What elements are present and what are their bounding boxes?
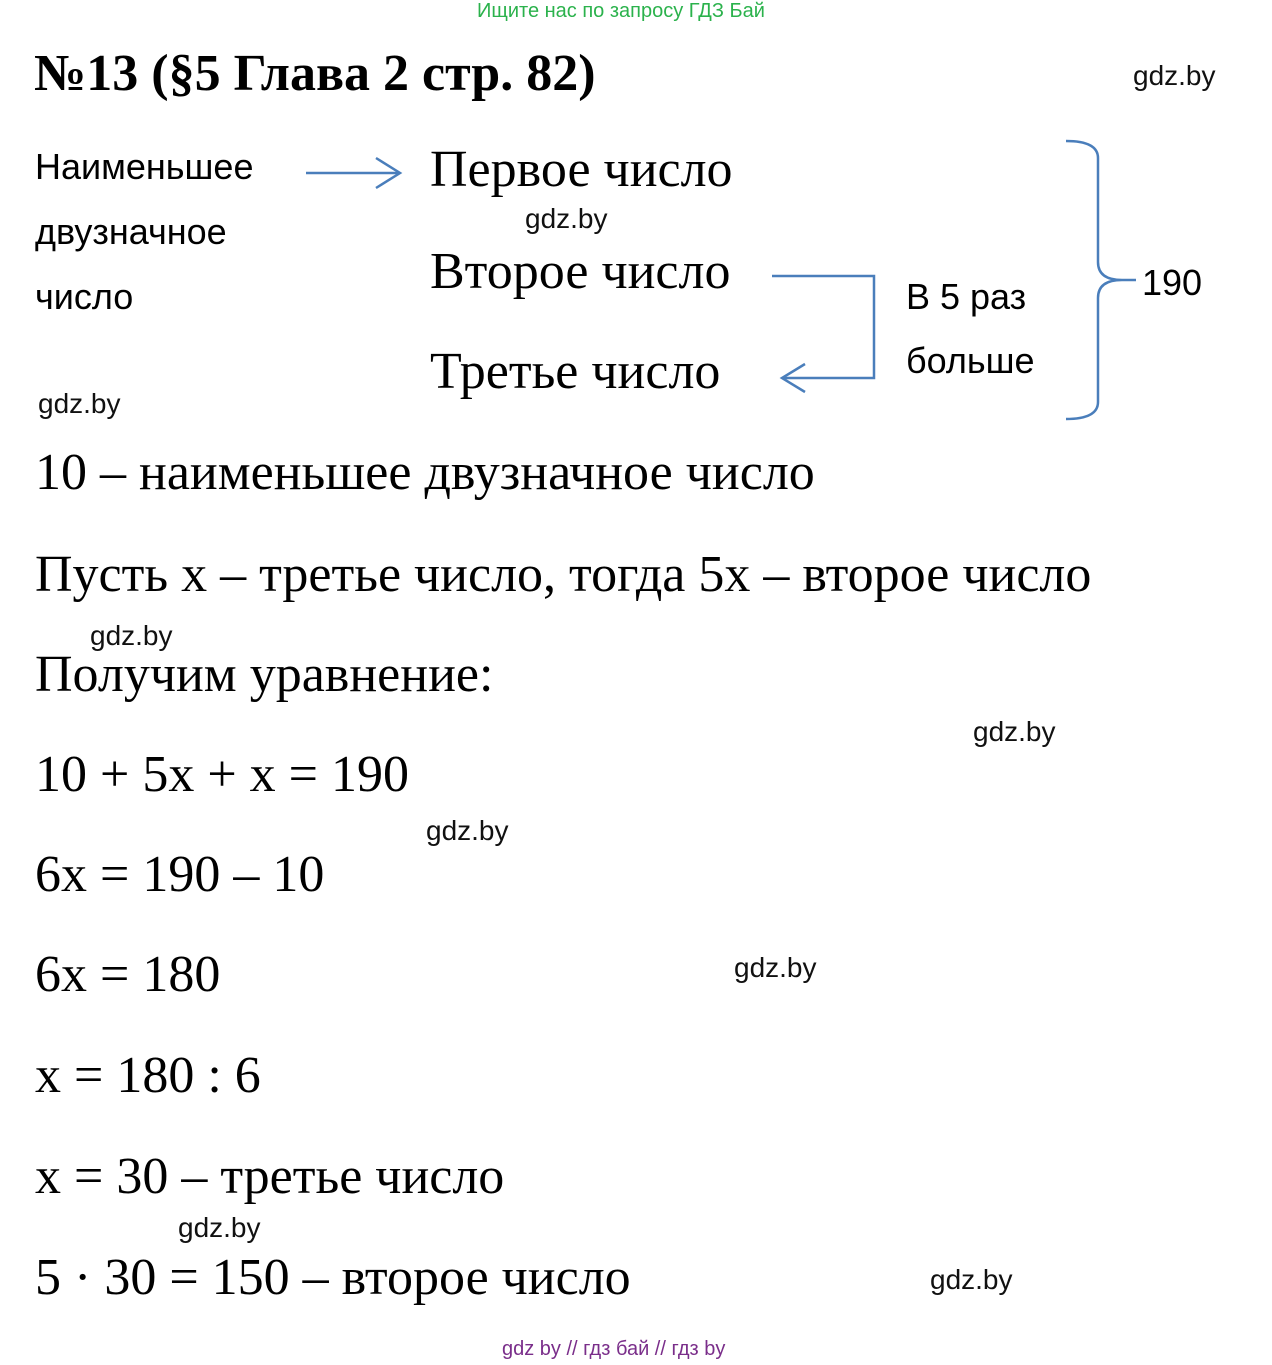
footer-links[interactable]: gdz by // гдз бай // гдз by <box>502 1338 726 1360</box>
relation-line-1: В 5 раз <box>906 276 1027 317</box>
third-number-label: Третье число <box>430 343 721 400</box>
second-number-label: Второе число <box>430 243 731 300</box>
top-banner[interactable]: Ищите нас по запросу ГДЗ Бай <box>477 0 765 22</box>
watermark: gdz.by <box>973 716 1056 747</box>
page-title: №13 (§5 Глава 2 стр. 82) <box>34 45 596 102</box>
solution-line-1: 10 – наименьшее двузначное число <box>35 444 815 501</box>
solution-line-2: Пусть x – третье число, тогда 5x – второе число <box>35 546 1092 603</box>
left-label-line-3: число <box>35 276 134 317</box>
right-arrow-icon <box>306 158 400 188</box>
left-label-line-2: двузначное <box>35 211 227 252</box>
first-number-label: Первое число <box>430 141 733 198</box>
watermark: gdz.by <box>1133 60 1216 91</box>
solution-line-3: Получим уравнение: <box>35 646 494 703</box>
solution-line-8: x = 30 – третье число <box>35 1148 505 1205</box>
watermark: gdz.by <box>734 952 817 983</box>
solution-line-9: 5 · 30 = 150 – второе число <box>35 1249 631 1306</box>
curly-brace-icon <box>1066 141 1122 419</box>
watermark: gdz.by <box>426 815 509 846</box>
solution-line-7: x = 180 : 6 <box>35 1047 261 1104</box>
watermark: gdz.by <box>525 203 608 234</box>
watermark: gdz.by <box>38 388 121 419</box>
watermark: gdz.by <box>930 1264 1013 1295</box>
relation-line-2: больше <box>906 340 1035 381</box>
solution-line-4: 10 + 5x + x = 190 <box>35 746 409 803</box>
connector-arrow-icon <box>772 276 874 392</box>
solution-line-6: 6x = 180 <box>35 946 221 1003</box>
left-label-line-1: Наименьшее <box>35 146 254 187</box>
sum-label: 190 <box>1142 262 1203 303</box>
solution-line-5: 6x = 190 – 10 <box>35 846 325 903</box>
watermark: gdz.by <box>178 1212 261 1243</box>
watermark: gdz.by <box>90 620 173 651</box>
